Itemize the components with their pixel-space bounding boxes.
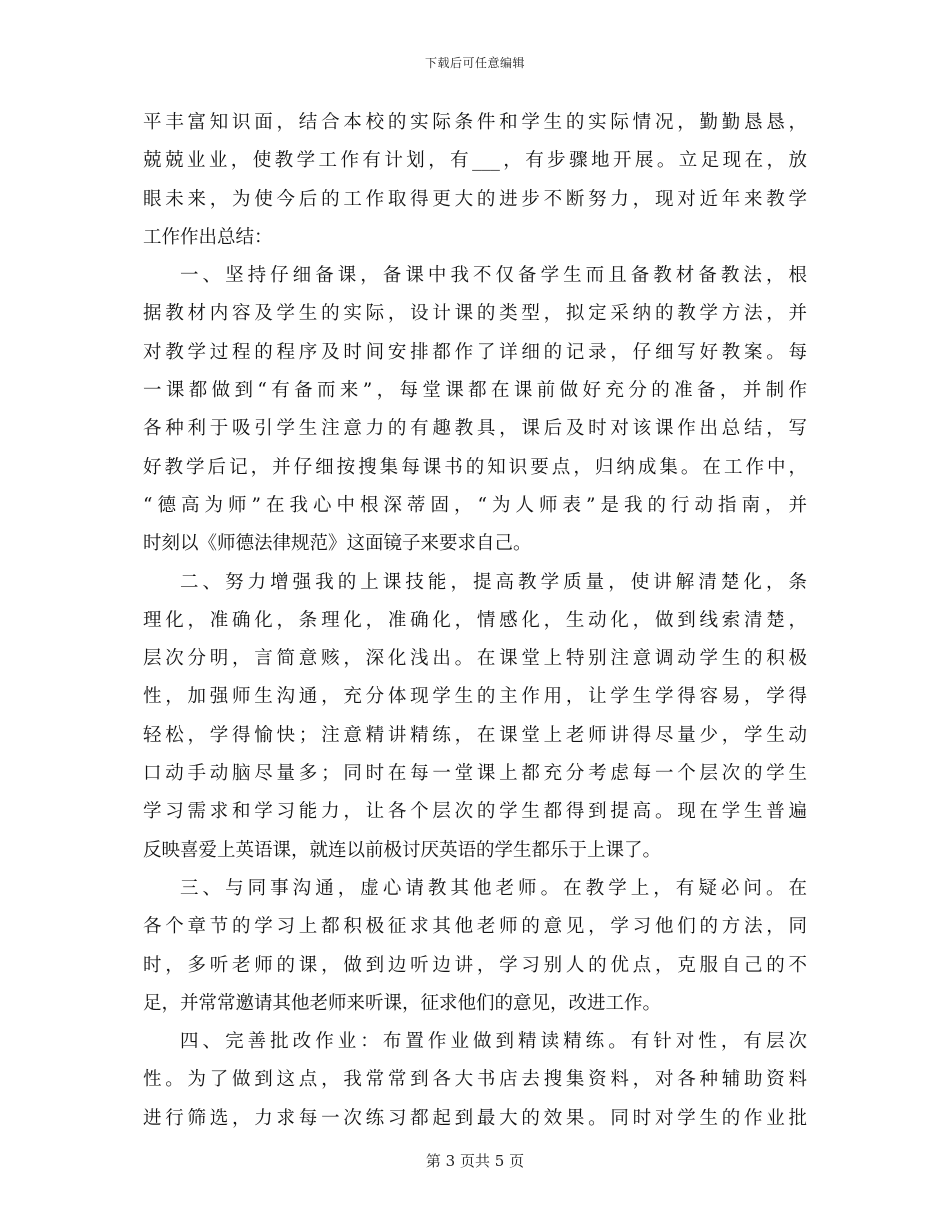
text-line: 眼未来，为使今后的工作取得更大的进步不断努力，现对近年来教学 xyxy=(143,188,807,210)
text-line: 一课都做到“有备而来”，每堂课都在课前做好充分的准备，并制作 xyxy=(143,380,807,402)
text-line: 性。为了做到这点，我常常到各大书店去搜集资料，对各种辅助资料 xyxy=(143,1069,807,1091)
document-body xyxy=(143,104,807,1138)
text-line: 各个章节的学习上都积极征求其他老师的意见，学习他们的方法，同 xyxy=(143,916,807,938)
paragraph-intro xyxy=(143,104,807,257)
text-line: 好教学后记，并仔细按搜集每课书的知识要点，归纳成集。在工作中， xyxy=(143,456,807,478)
paragraph-section-1 xyxy=(143,257,807,563)
paragraph-section-3 xyxy=(143,870,807,1023)
text-line: 对教学过程的程序及时间安排都作了详细的记录，仔细写好教案。每 xyxy=(143,341,807,363)
page-number: 第 3 页共 5 页 xyxy=(425,1152,525,1170)
text-line: 理化，准确化，条理化，准确化，情感化，生动化，做到线索清楚， xyxy=(143,609,807,631)
paragraph-section-4 xyxy=(143,1023,807,1138)
text-line: 反映喜爱上英语课，就连以前极讨厌英语的学生都乐于上课了。 xyxy=(143,839,662,861)
text-line: 性，加强师生沟通，充分体现学生的主作用，让学生学得容易，学得 xyxy=(143,686,807,708)
text-line: 时刻以《师德法律规范》这面镜子来要求自己。 xyxy=(143,533,532,555)
text-line: 工作作出总结： xyxy=(143,226,273,248)
text-line: “德高为师”在我心中根深蒂固，“为人师表”是我的行动指南，并 xyxy=(143,494,807,516)
text-line: 各种利于吸引学生注意力的有趣教具，课后及时对该课作出总结，写 xyxy=(143,418,807,440)
text-line: 三、与同事沟通，虚心请教其他老师。在教学上，有疑必问。在 xyxy=(180,877,807,899)
text-line: 一、坚持仔细备课，备课中我不仅备学生而且备教材备教法，根 xyxy=(180,265,807,287)
text-line: 足，并常常邀请其他老师来听课，征求他们的意见，改进工作。 xyxy=(143,992,662,1014)
text-line: 口动手动脑尽量多；同时在每一堂课上都充分考虑每一个层次的学生 xyxy=(143,763,807,785)
text-line: 二、努力增强我的上课技能，提高教学质量，使讲解清楚化，条 xyxy=(180,571,807,593)
text-line: 进行筛选，力求每一次练习都起到最大的效果。同时对学生的作业批 xyxy=(143,1107,807,1129)
text-line: 兢兢业业，使教学工作有计划，有___，有步骤地开展。立足现在，放 xyxy=(143,150,807,172)
text-line: 轻松，学得愉快；注意精讲精练，在课堂上老师讲得尽量少，学生动 xyxy=(143,724,807,746)
paragraph-section-2 xyxy=(143,564,807,870)
text-line: 平丰富知识面，结合本校的实际条件和学生的实际情况，勤勤恳恳， xyxy=(143,112,807,133)
text-line: 时，多听老师的课，做到边听边讲，学习别人的优点，克服自己的不 xyxy=(143,954,807,976)
page-header: 下载后可任意编辑 xyxy=(424,56,525,70)
text-line: 层次分明，言简意赅，深化浅出。在课堂上特别注意调动学生的积极 xyxy=(143,648,807,670)
text-line: 四、完善批改作业：布置作业做到精读精练。有针对性，有层次 xyxy=(180,1031,807,1053)
text-line: 学习需求和学习能力，让各个层次的学生都得到提高。现在学生普遍 xyxy=(143,801,807,823)
text-line: 据教材内容及学生的实际，设计课的类型，拟定采纳的教学方法，并 xyxy=(143,303,807,325)
